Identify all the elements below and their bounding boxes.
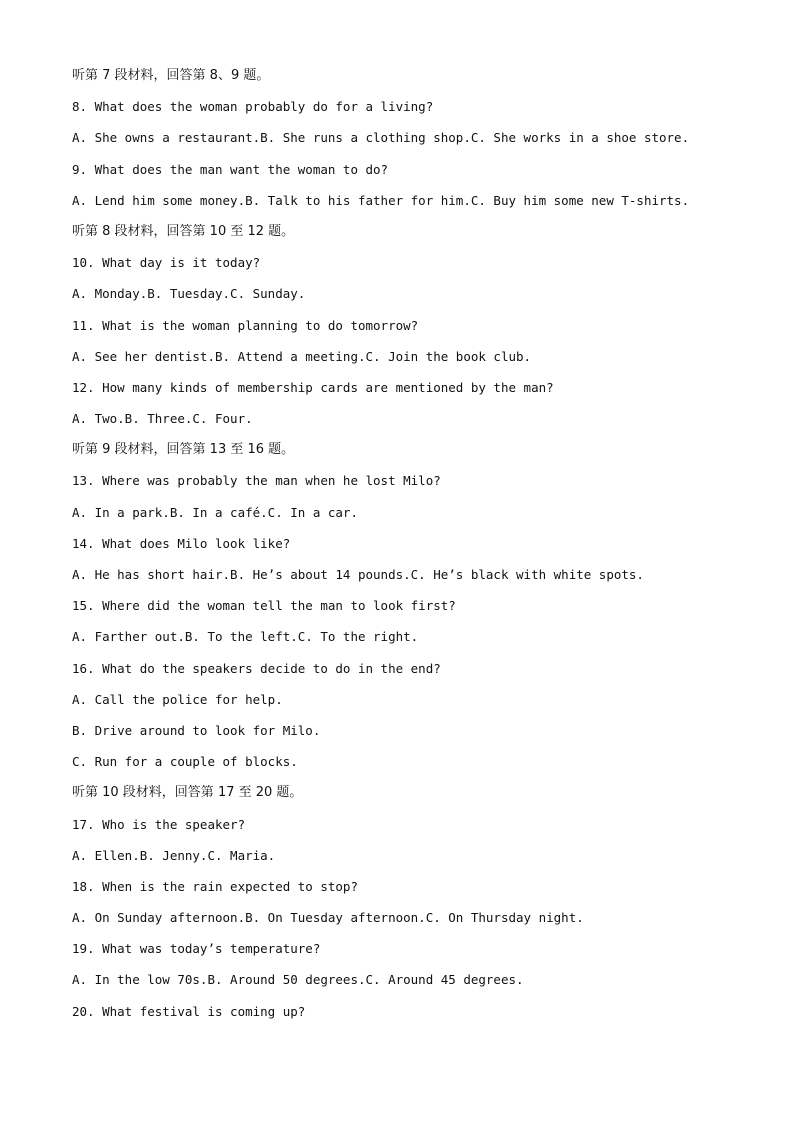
question-12: 12. How many kinds of membership cards are mentioned by the man? [72,379,554,395]
question-10-options: A. Monday.B. Tuesday.C. Sunday. [72,286,306,302]
section-heading-passage-8: 听第 8 段材料，回答第 10 至 12 题。 [72,223,295,239]
question-18: 18. When is the rain expected to stop? [72,878,358,894]
question-18-options: A. On Sunday afternoon.B. On Tuesday afternoon.C. On Thursday night. [72,910,584,926]
question-13-options: A. In a park.B. In a café.C. In a car. [72,504,358,520]
question-16-option-b: B. Drive around to look for Milo. [72,722,321,738]
question-16-option-c: C. Run for a couple of blocks. [72,754,298,770]
question-14: 14. What does Milo look like? [72,535,291,551]
question-20: 20. What festival is coming up? [72,1003,306,1019]
question-9: 9. What does the man want the woman to do? [72,161,389,177]
question-14-options: A. He has short hair.B. He’s about 14 pounds.C. He’s black with white spots. [72,567,644,582]
section-heading-passage-10: 听第 10 段材料，回答第 17 至 20 题。 [72,785,303,801]
question-16-option-a: A. Call the police for help. [72,691,283,707]
question-17: 17. Who is the speaker? [72,816,246,832]
question-15-options: A. Farther out.B. To the left.C. To the right. [72,629,419,645]
question-11: 11. What is the woman planning to do tomorrow? [72,317,419,333]
question-11-options: A. See her dentist.B. Attend a meeting.C. Join the book club. [72,348,532,364]
document-body [72,66,762,1033]
question-16: 16. What do the speakers decide to do in the end? [72,660,441,676]
question-17-options: A. Ellen.B. Jenny.C. Maria. [72,847,276,863]
question-19: 19. What was today’s temperature? [72,941,321,957]
section-heading-passage-7: 听第 7 段材料，回答第 8、9 题。 [72,68,270,83]
question-8: 8. What does the woman probably do for a living? [72,99,434,115]
section-heading-passage-9: 听第 9 段材料，回答第 13 至 16 题。 [72,442,295,458]
question-19-options: A. In the low 70s.B. Around 50 degrees.C. Around 45 degrees. [72,972,524,988]
question-12-options: A. Two.B. Three.C. Four. [72,411,253,427]
question-10: 10. What day is it today? [72,255,261,271]
question-13: 13. Where was probably the man when he lost Milo? [72,473,441,489]
question-9-options: A. Lend him some money.B. Talk to his father for him.C. Buy him some new T-shirts. [72,192,690,208]
question-15: 15. Where did the woman tell the man to look first? [72,598,456,614]
question-8-options: A. She owns a restaurant.B. She runs a clothing shop.C. She works in a shoe store. [72,130,690,146]
